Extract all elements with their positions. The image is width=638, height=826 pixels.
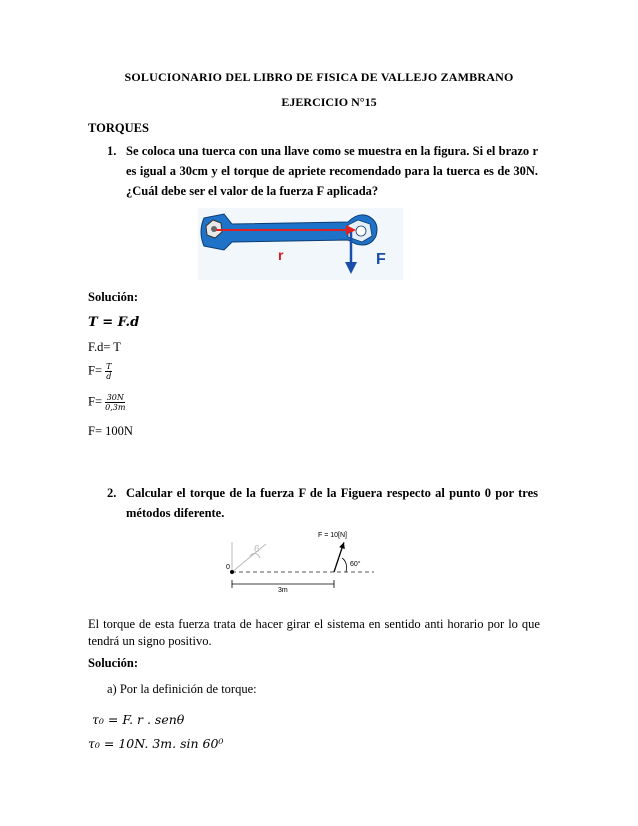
distance-label: 3m [278,587,288,594]
force-label: F [376,251,386,268]
fraction-values [105,393,125,412]
force-diagram [222,528,382,594]
arm-label: r [278,247,284,263]
result-1: F= 100N [88,424,133,438]
angle-label: 60° [350,561,361,568]
sketch-line [232,544,266,572]
torque-formula: T = F.d [88,315,140,330]
step-3-prefix: F= [88,394,103,409]
question-2-text: Calcular el torque de la fuerza F de la Figuera respecto al punto 0 por tres métodos diferente. [126,486,538,520]
step-2-prefix: F= [88,363,103,378]
step-2 [88,362,112,381]
force-vector-head [339,542,345,549]
wrench-figure [198,208,403,280]
question-1-number: 1. [107,144,117,158]
equation-2: τ₀ = 10N. 3m. sin 60⁰ [88,736,224,751]
fraction-t-over-d [105,362,112,381]
solution-2-label: Solución: [88,656,139,670]
sketch-label: 6 [254,544,260,555]
question-2-number: 2. [107,486,117,500]
solution-1-label: Solución: [88,290,139,304]
fraction-denominator: 0,3m [105,403,126,412]
method-a-label: a) Por la definición de torque: [107,682,257,696]
section-heading: TORQUES [88,121,149,135]
equation-1: τ₀ = F. r . senθ [92,712,185,727]
wrench-ring [356,226,366,236]
document-title: SOLUCIONARIO DEL LIBRO DE FISICA DE VALLEJO ZAMBRANO [124,70,514,84]
origin-label: 0 [226,564,230,571]
force-value-label: F = 10[N] [318,532,347,539]
step-3 [88,393,125,412]
fraction-numerator: 30N [106,393,124,402]
fraction-denominator: d [106,372,112,381]
exercise-number: EJERCICIO N°15 [281,95,377,109]
fraction-numerator: T [106,362,112,371]
angle-arc [342,558,347,572]
step-1: F.d= T [88,340,121,354]
origin-point [230,570,234,574]
question-1-text: Se coloca una tuerca con una llave como se muestra en la figura. Si el brazo r es igual a 30cm y el torque de apriete recomendado para la tuerca es de 30N. ¿Cuál debe ser el valor de la fuerza F aplicada? [126,144,538,198]
explanation-paragraph: El torque de esta fuerza trata de hacer girar el sistema en sentido anti horario por lo que tendrá un signo positivo. [88,617,540,648]
